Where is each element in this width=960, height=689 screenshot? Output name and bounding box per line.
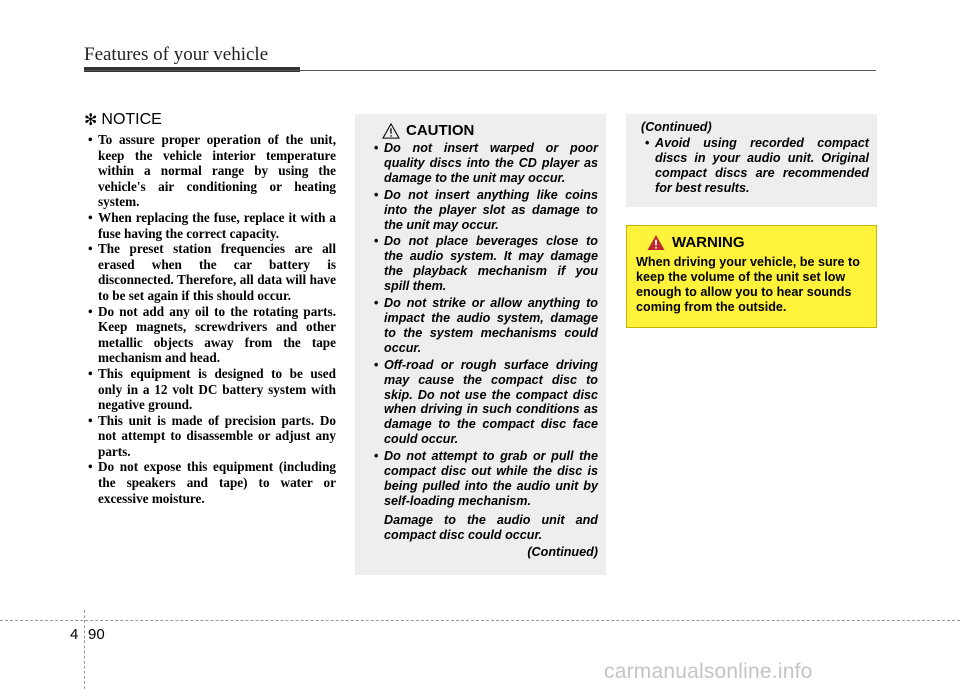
warning-heading-label: WARNING (672, 234, 745, 251)
notice-item: • The preset station frequencies are all erased when the car battery is disconnected. Therefore, all data will have to be set again if this should occur. (84, 241, 336, 303)
continued-item: • Avoid using recorded compact discs in your audio unit. Original compact discs are recommended for best results. (641, 136, 869, 196)
caution-heading (382, 122, 598, 139)
continued-list (641, 136, 869, 196)
footer-rule (0, 620, 960, 621)
caution-item: • Do not attempt to grab or pull the compact disc out while the disc is being pulled into the audio unit by self-loading mechanism. (370, 449, 598, 509)
page-header-title: Features of your vehicle (84, 44, 269, 65)
continued-box (626, 114, 877, 207)
continued-label: (Continued) (641, 120, 712, 134)
page-number: 90 (88, 626, 105, 643)
notice-item: • Do not expose this equipment (including the speakers and tape) to water or excessive moisture. (84, 459, 336, 506)
warning-text: When driving your vehicle, be sure to keep the volume of the unit set low enough to allow you to hear sounds coming from the outside. (636, 255, 860, 314)
caution-item: • Do not insert warped or poor quality discs into the CD player as damage to the unit may occur. (370, 141, 598, 186)
notice-item: • To assure proper operation of the unit, keep the vehicle interior temperature within a normal range by using the vehicle's air conditioning or heating system. (84, 132, 336, 210)
asterisk-icon: ✻ (84, 112, 98, 129)
notice-item: • This unit is made of precision parts. Do not attempt to disassemble or adjust any parts. (84, 413, 336, 460)
caution-item: • Do not insert anything like coins into the player slot as damage to the unit may occur. (370, 188, 598, 233)
footer-divider (84, 610, 85, 689)
notice-item: • This equipment is designed to be used only in a 12 volt DC battery system with negative ground. (84, 366, 336, 413)
chapter-number: 4 (70, 626, 79, 643)
caution-extra-text: Damage to the audio unit and compact disc could occur. (384, 512, 598, 542)
caution-item: • Do not place beverages close to the audio system. It may damage the playback mechanism if you spill them. (370, 234, 598, 294)
notice-list (84, 132, 336, 506)
notice-heading-label: NOTICE (101, 111, 162, 128)
caution-triangle-icon (382, 123, 400, 139)
notice-heading (84, 110, 336, 130)
caution-heading-label: CAUTION (406, 122, 475, 139)
watermark-text: carmanualsonline.info (604, 660, 813, 683)
notice-item: • Do not add any oil to the rotating parts. Keep magnets, screwdrivers and other metallic objects away from the tape mechanism and head. (84, 304, 336, 366)
warning-heading (646, 234, 868, 251)
caution-item: • Off-road or rough surface driving may cause the compact disc to skip. Do not use the compact disc when driving in such conditions as damage to the compact disc face could occur. (370, 358, 598, 447)
caution-continued-label: (Continued) (527, 544, 598, 559)
caution-item: • Do not strike or allow anything to impact the audio system, damage to the system mechanisms could occur. (370, 296, 598, 356)
warning-box (626, 225, 877, 328)
header-rule (84, 70, 876, 71)
notice-section (84, 110, 336, 506)
notice-item: • When replacing the fuse, replace it with a fuse having the correct capacity. (84, 210, 336, 241)
warning-triangle-icon (646, 234, 666, 251)
caution-box (355, 114, 606, 575)
caution-list (370, 141, 598, 509)
